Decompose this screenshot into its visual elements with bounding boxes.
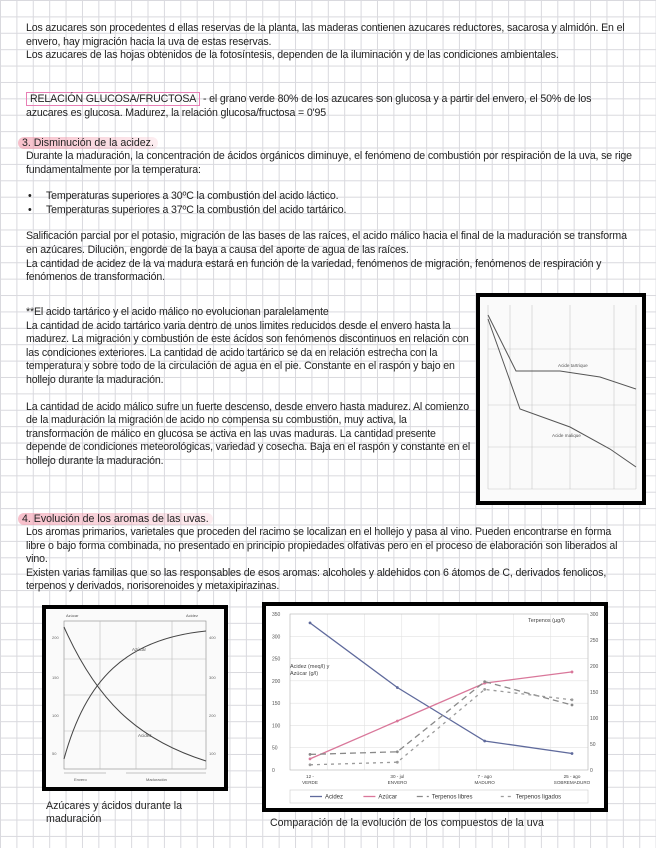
right-axis-tick: 100: [590, 716, 599, 722]
tartaric-paragraph: La cantidad de acido tartárico varia dentro de unos limites reducidos desde el envero hasta la madurez. La migración y combustión de este ácidos son fenómenos discontinuos en relación con las condiciones exteriores. La cantidad de acido tartárico se da en relación estrecha con la temperatura y sobre todo de la circulación de agua en el pie. Constante en el raspón y bajo en hollejo durante la maduración.: [26, 319, 469, 386]
left-tick: 150: [52, 675, 59, 680]
temperature-list-item: • Temperaturas superiores a 30ºC la combustión del acido láctico.: [46, 190, 632, 204]
section-4-paragraph-1: Los aromas primarios, varietales que proceden del racimo se localizan en el hollejo y pasa al vino. Pueden encontrarse en forma libre o bajo forma combinada, no presentado en principio propiedades olfativas pero en el proceso de elaboración son liberados al vino.: [26, 526, 618, 566]
left-axis-tick: 0: [272, 768, 275, 774]
left-axis-tick: 100: [272, 723, 281, 730]
right-axis-label: Acidez: [186, 613, 199, 618]
temperature-list: [26, 190, 632, 217]
sugar-acid-chart: [46, 609, 224, 787]
acid-text-block: [26, 306, 476, 469]
sugar-curve-label: Azúcar: [132, 647, 147, 652]
temperature-list-item: • Temperaturas superiores a 37ºC la combustión del acido tartárico.: [46, 204, 632, 218]
acid-evolution-figure: [476, 293, 646, 505]
left-tick: 200: [52, 635, 59, 640]
right-tick: 300: [209, 675, 216, 680]
legend-label: Terpenos ligados: [515, 794, 562, 801]
x-category-label: 25 - ago SOBREMADURO: [553, 774, 591, 785]
right-axis-tick: 300: [590, 612, 599, 618]
right-axis-title: Terpenos (µg/l): [528, 618, 565, 624]
right-axis-tick: 250: [590, 638, 599, 644]
series-point: [396, 720, 399, 723]
series-point: [396, 761, 399, 764]
section-3-paragraph-1: Durante la maduración, la concentración de ácidos orgánicos diminuye, el fenómeno de combustión por respiración de la uva, se rige fundamentalmente por la temperatura:: [26, 150, 632, 176]
left-axis-tick: 300: [272, 634, 281, 641]
acid-note: **El acido tartárico y el acido málico no evolucionan paralelamente: [26, 306, 329, 318]
series-point: [571, 698, 574, 701]
compound-evolution-figure: [262, 602, 608, 812]
x-category-label: 12 -VERDE: [302, 774, 318, 785]
left-tick: 50: [52, 751, 57, 756]
legend-label: Azúcar: [378, 794, 398, 801]
left-axis-title: Acidez (meq/l) y Azúcar (g/l): [290, 664, 330, 677]
intro-block: [26, 22, 632, 63]
series-point: [571, 704, 574, 707]
ratio-paragraph: [26, 93, 632, 120]
series-point: [309, 757, 312, 760]
ratio-boxed-label: RELACIÓN GLUCOSA/FRUCTOSA: [26, 92, 200, 106]
series-point: [396, 750, 399, 753]
compound-evolution-chart: [266, 606, 604, 808]
acid-curve-label: Acidez: [138, 733, 152, 738]
left-tick: 100: [52, 713, 59, 718]
series-point: [309, 622, 312, 625]
sugar-acid-caption: Azúcares y ácidos durante la maduración: [46, 800, 183, 825]
sugar-acid-figure: [42, 605, 228, 791]
right-tick: 200: [209, 713, 216, 718]
left-axis-tick: 350: [272, 612, 281, 618]
series-point: [309, 753, 312, 756]
section-3-paragraph-3: La cantidad de acidez de la va madura estará en función de la variedad, fenómenos de migración, fenómenos de respiración y fenómenos de transformación.: [26, 257, 602, 284]
section-4-body: [26, 526, 632, 594]
right-tick: 400: [209, 635, 216, 640]
right-axis-tick: 0: [590, 768, 593, 774]
x-label-envero: Envero: [74, 777, 87, 782]
series-point: [483, 680, 486, 683]
legend-label: Terpenos libres: [431, 794, 473, 801]
legend-label: Acidez: [325, 794, 344, 801]
series-point: [483, 688, 486, 691]
right-axis-tick: 200: [590, 664, 599, 670]
section-3-paragraph-2: Salificación parcial por el potasio, migración de las bases de las raíces, el acido málico hacia el final de la maduración se transforma en azúcares. Dilución, engorde de la baya a causa del aporte de agua de las raíces.: [26, 230, 627, 256]
section-4-heading: 4. Evolución de los aromas de las uvas.: [22, 513, 213, 526]
acid-evolution-chart: [480, 297, 642, 501]
malic-paragraph: La cantidad de acido málico sufre un fuerte descenso, desde envero hasta madurez. Al comienzo de la maduración la migración de acido no compensa su combustión, muy activa, la transformación de málico en glucosa se activa en las uvas maduras. La cantidad presente depende de condiciones meteorológicas, variedad y cosecha. Baja en el raspón y constante en el hollejo durante la maduración.: [26, 400, 471, 467]
tartaric-acid-label: Acide tartrique: [558, 363, 588, 368]
left-axis-tick: 50: [272, 745, 278, 752]
section-4-paragraph-2: Existen varias familias que so las responsables de esos aromas: alcoholes y aldehidos con 6 átomos de C, derivados fenolicos, terpenos y derivados, norisorenoides y metaxipirazinas.: [26, 566, 607, 593]
left-axis-label: Azúcar: [66, 613, 79, 618]
right-axis-tick: 50: [590, 742, 596, 748]
series-point: [396, 686, 399, 689]
section-3-body: [26, 150, 632, 285]
compound-evolution-caption: Comparación de la evolución de los compuestos de la uva: [270, 817, 544, 829]
malic-acid-label: Acide malique: [552, 433, 581, 438]
left-axis-tick: 250: [272, 656, 281, 663]
ratio-text: - el grano verde 80% de los azucares son glucosa y a partir del envero, el 50% de los azucares es glucosa. Madurez, la relación glucosa/fructosa = 0'95: [26, 93, 592, 119]
intro-paragraph-2: Los azucares de las hojas obtenidos de la fotosíntesis, dependen de la iluminación y de las condiciones ambientales.: [26, 49, 559, 62]
series-point: [571, 752, 574, 755]
section-3-heading: 3. Disminución de la acidez.: [22, 137, 158, 150]
left-axis-tick: 150: [272, 701, 281, 708]
intro-paragraph-1: Los azucares son procedentes d ellas reservas de la planta, las maderas contienen azucares reductores, sacarosa y almidón. En el envero, hay migración hacia la uva de estas reservas.: [26, 22, 625, 48]
x-category-label: 7 - ago MADURO: [474, 774, 495, 785]
series-point: [483, 740, 486, 743]
right-axis-tick: 150: [590, 690, 599, 696]
x-label-maduracion: Maduración: [146, 777, 167, 782]
series-point: [309, 763, 312, 766]
right-tick: 100: [209, 751, 216, 756]
ratio-block: [26, 93, 632, 120]
series-point: [571, 671, 574, 674]
left-axis-tick: 200: [272, 678, 281, 685]
x-category-label: 30 - jul ENVERO: [387, 774, 408, 785]
